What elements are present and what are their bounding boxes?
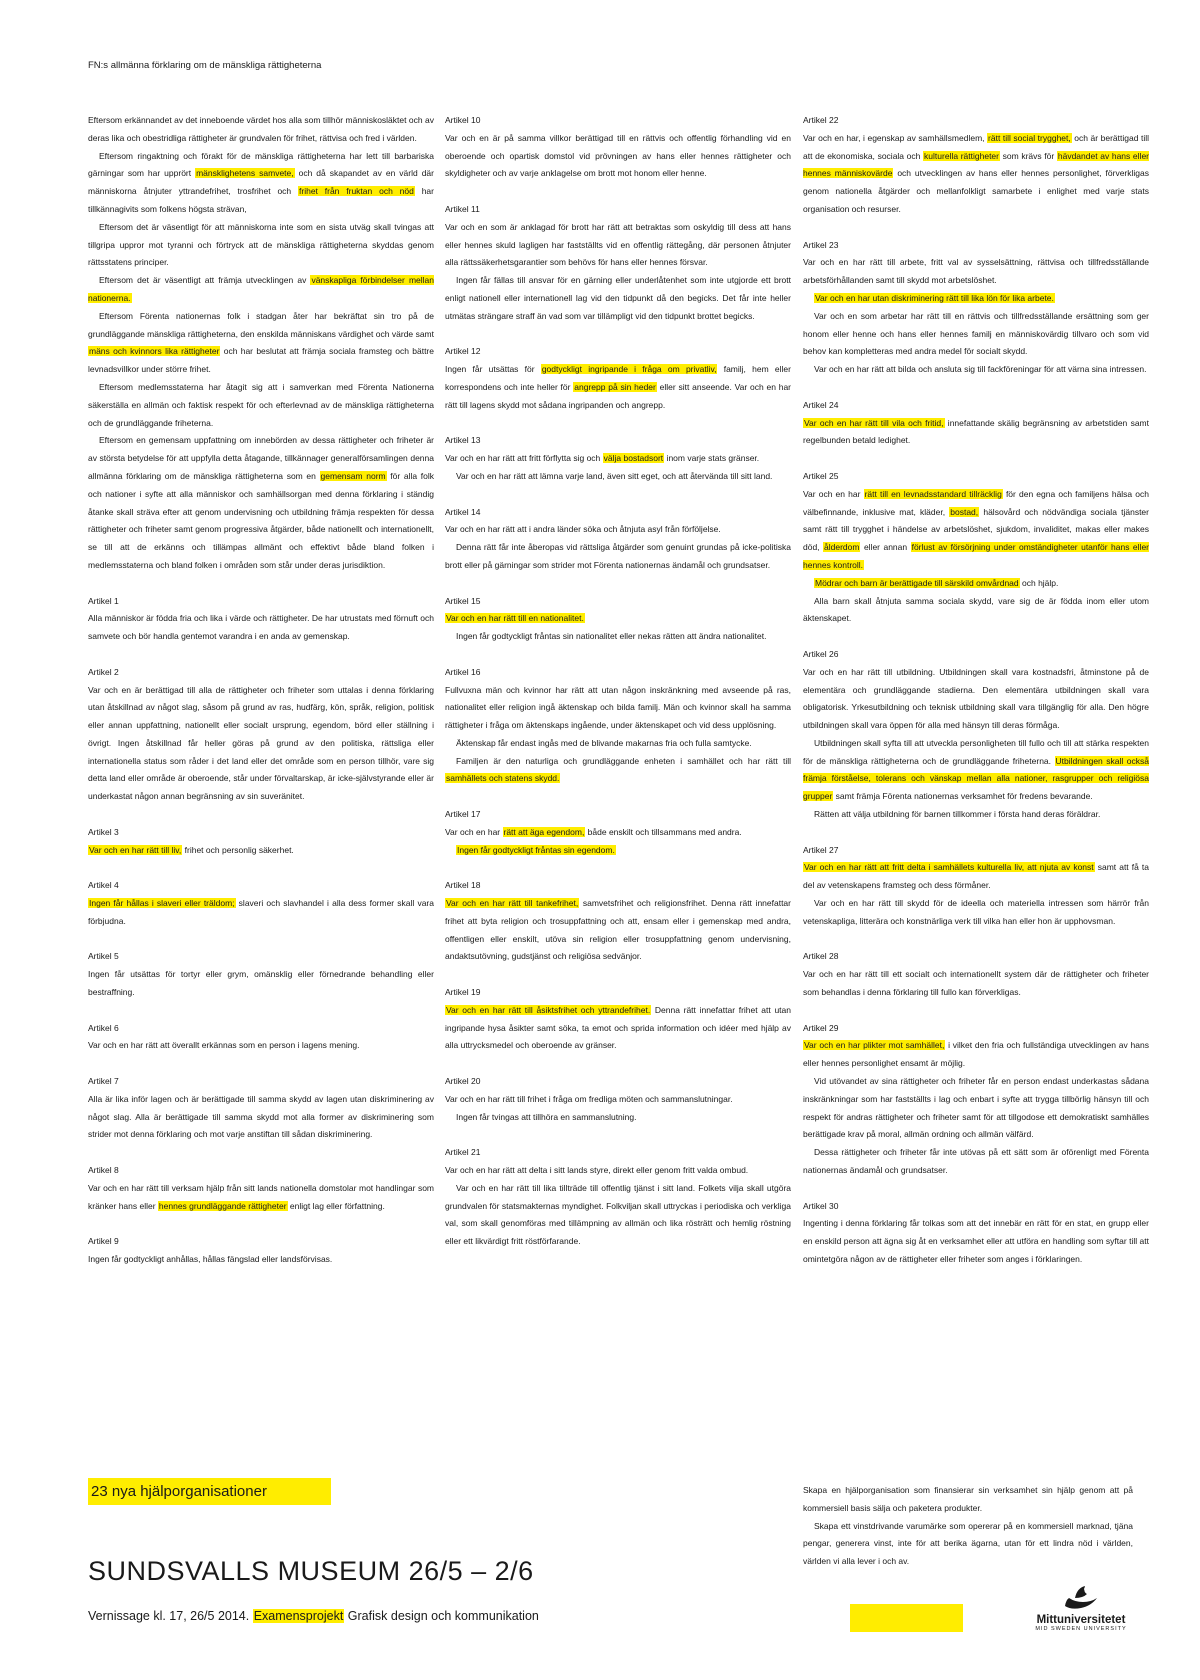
article — [88, 593, 434, 646]
article-title: Artikel 30 — [803, 1200, 839, 1211]
article-paragraph: Var och en har rätt till liv, frihet och personlig säkerhet. — [89, 844, 294, 855]
exhibit-title: SUNDSVALLS MUSEUM 26/5 – 2/6 — [88, 1556, 534, 1586]
article-title: Artikel 11 — [445, 203, 480, 214]
article-title: Artikel 13 — [445, 435, 481, 446]
article-paragraph: Var och en har rätt till verksam hjälp från sitt lands nationella domstolar mot handlingar som kränker hans eller hennes grundläggande rättigheter enligt lag eller författning. — [88, 1182, 434, 1211]
article — [445, 1144, 791, 1251]
article-paragraph: Var och en har rätt att delta i sitt lands styre, direkt eller genom fritt valda ombud. — [445, 1165, 749, 1176]
article-paragraph: Ingen får hållas i slaveri eller träldom; slaveri och slavhandel i alla dess former skall vara förbjudna. — [88, 898, 434, 926]
article — [445, 504, 791, 575]
article-title: Artikel 7 — [88, 1076, 119, 1087]
article-title: Artikel 24 — [803, 399, 839, 410]
preamble-paragraph: Eftersom det är väsentligt för att människorna inte som en sista utväg skall tvingas att tillgripa uppror mot tyranni och förtryck att de mänskliga rättigheterna skyddas genom rättsstatens principer. — [88, 221, 434, 268]
article-title: Artikel 22 — [803, 115, 839, 125]
vernissage-line: Vernissage kl. 17, 26/5 2014. Examensprojekt Grafisk design och kommunikation — [88, 1609, 539, 1623]
article-title: Artikel 20 — [445, 1076, 481, 1087]
bird-in-hand-icon — [1061, 1584, 1101, 1612]
article — [803, 646, 1149, 824]
article-title: Artikel 5 — [88, 951, 119, 962]
article-paragraph: Var och en har rätt till frihet i fråga om fredliga möten och sammanslutningar. — [445, 1093, 733, 1104]
article-paragraph: Ingenting i denna förklaring får tolkas som att det innebär en rätt för en stat, en grupp eller en enskild person att ägna sig åt en verksamhet eller att utföra en handling som syftar till att omintetgöra någon av de rättigheter eller friheter som anges i förklaringen. — [803, 1218, 1149, 1264]
article-paragraph: Ingen får utsättas för tortyr eller grym, omänsklig eller förnedrande behandling eller bestraffning. — [88, 969, 434, 998]
highlight: bostad, — [950, 506, 979, 517]
article-paragraph: Var och en har rätt att fritt delta i samhällets kulturella liv, att njuta av konst samt att få ta del av vetenskapens framsteg och dess förmåner. — [803, 862, 1149, 891]
project-description — [803, 1482, 1133, 1571]
article — [88, 1162, 434, 1215]
highlight: Var och en har rätt till tankefrihet, — [446, 898, 579, 909]
article-paragraph: Rätten att välja utbildning för barnen tillkommer i första hand deras föräldrar. — [814, 809, 1101, 820]
article-paragraph: Var och en har rätt till utbildning. Utbildningen skall vara kostnadsfri, åtminstone på de elementära och grundläggande stadierna. Den elementära utbildningen skall vara obligatorisk. Yrkesutbildning och teknisk utbildning skall vara tillgänglig för alla. Den högre utbildningen skall vara öppen för alla med hänsyn till deras förmåga. — [803, 666, 1149, 731]
article — [445, 112, 791, 183]
highlight: rätt till social trygghet, — [988, 132, 1071, 143]
article-title: Artikel 9 — [88, 1236, 119, 1247]
highlight: vänskapliga förbindelser mellan nationerna. — [88, 275, 434, 303]
article-paragraph: Fullvuxna män och kvinnor har rätt att utan någon inskränkning med avseende på ras, nationalitet eller religion ingå äktenskap och bilda familj. Män och kvinnor skall ha samma rättigheter i fråga om äktenskaps ingående, under äktenskapet och vid dess upplösning. — [445, 684, 791, 731]
article — [803, 397, 1149, 450]
highlight: gemensam norm — [320, 470, 386, 481]
highlight: ålderdom — [824, 542, 860, 553]
articles-list — [445, 112, 791, 1251]
article — [445, 984, 791, 1055]
article-paragraph: Var och en är berättigad till alla de rättigheter och friheter som uttalas i denna förklaring utan åtskillnad av något slag, såsom på grund av ras, hudfärg, kön, språk, religion, politisk eller annan uppfattning, nationellt eller socialt ursprung, egendom, börd eller ställning i övrigt. Ingen åtskillnad får heller göras på grund av den politiska, rättsliga eller internationella status som råder i det land eller det område som en person tillhör, vare sig detta land eller område är oberoende, står under förvaltarskap, är icke-självstyrande eller är underkastat någon annan begränsning av sin suveränitet. — [88, 684, 434, 802]
preamble-paragraph: Eftersom erkännandet av det inneboende värdet hos alla som tillhör människosläktet och av deras lika och obestridliga rättigheter är grundvalen för frihet, rättvisa och fred i världen. — [88, 115, 434, 143]
highlight: kulturella rättigheter — [924, 150, 999, 161]
article — [445, 664, 791, 789]
article — [445, 432, 791, 485]
article-title: Artikel 6 — [88, 1022, 119, 1033]
articles-list — [803, 112, 1149, 1269]
university-logo — [1028, 1584, 1134, 1646]
article-paragraph: Alla barn skall åtnjuta samma sociala skydd, vare sig de är födda inom eller utom äktenskapet. — [803, 595, 1149, 624]
article — [803, 842, 1149, 931]
article-paragraph: Var och en har rätt till ett socialt och internationellt system där de rättigheter och friheter som behandlas i denna förklaring till fullo kan förverkligas. — [803, 969, 1149, 998]
article — [445, 877, 791, 966]
article-title: Artikel 14 — [445, 506, 481, 517]
article-title: Artikel 18 — [445, 880, 481, 891]
article — [803, 237, 1149, 379]
article-title: Artikel 23 — [803, 239, 839, 250]
preamble-paragraph: Eftersom det är väsentligt att främja utvecklingen av vänskapliga förbindelser mellan nationerna. — [88, 275, 434, 303]
article — [445, 201, 791, 326]
highlight: rätt till en levnadsstandard tillräcklig — [864, 488, 1002, 499]
article-paragraph: Var och en har rätt att i andra länder söka och åtnjuta asyl från förföljelse. — [445, 524, 721, 535]
article-paragraph: Ingen får tvingas att tillhöra en sammanslutning. — [456, 1111, 637, 1122]
article-paragraph — [803, 290, 1149, 308]
highlight: Var och en har rätt till vila och fritid, — [804, 417, 944, 428]
article-paragraph: Familjen är den naturliga och grundläggande enheten i samhället och har rätt till samhällets och statens skydd. — [446, 755, 791, 784]
article-title: Artikel 1 — [88, 595, 119, 606]
article-paragraph: Var och en har rätt till skydd för de ideella och materiella intressen som härrör från vetenskapliga, litterära och konstnärliga verk till vilka han eller hon är upphovsman. — [803, 898, 1149, 926]
article — [803, 1198, 1149, 1269]
highlight: angrepp på sin heder — [574, 381, 656, 392]
article-paragraph: Var och en har rätt till arbete, fritt val av sysselsättning, rättvisa och tillfredsställande arbetsförhållanden samt till skydd mot arbetslöshet. — [803, 257, 1149, 286]
article — [803, 468, 1149, 628]
highlight: Var och en har rätt till liv, — [89, 844, 182, 855]
article — [445, 343, 791, 414]
article-paragraph: Var och en har rätt till åsiktsfrihet och yttrandefrihet. Denna rätt innefattar frihet att utan ingripande hysa åsikter samt söka, ta emot och sprida information och idéer med hjälp av alla uttrycksmedel och oberoende av gränser. — [445, 1004, 791, 1051]
article-paragraph: Var och en har plikter mot samhället, i vilket den fria och fullständiga utvecklingen av hans eller hennes personlighet ensamt är möjlig. — [803, 1040, 1149, 1069]
article-paragraph: Var och en har rätt till vila och fritid, innefattande skälig begränsning av arbetstiden samt regelbunden betald ledighet. — [803, 417, 1149, 446]
article-title: Artikel 10 — [445, 115, 481, 125]
article-title: Artikel 16 — [445, 666, 481, 677]
article-title: Artikel 12 — [445, 346, 481, 357]
highlight: Var och en har rätt till en nationalitet. — [446, 613, 584, 624]
article-paragraph: Alla människor är födda fria och lika i värde och rättigheter. De har utrustats med förnuft och samvete och bör handla gentemot varandra i en anda av gemenskap. — [88, 613, 434, 642]
highlight: förlust av försörjning under omständigheter utanför hans eller hennes kontroll. — [803, 542, 1149, 570]
highlight: Var och en har utan diskriminering rätt till lika lön för lika arbete. — [815, 292, 1054, 303]
article-paragraph: Äktenskap får endast ingås med de blivande makarnas fria och fulla samtycke. — [456, 737, 752, 748]
article-title: Artikel 17 — [445, 809, 481, 820]
highlight: mänsklighetens samvete, — [196, 168, 294, 179]
highlight: Var och en har rätt att fritt delta i samhällets kulturella liv, att njuta av konst — [804, 862, 1094, 873]
preamble-paragraph: Eftersom medlemsstaterna har åtagit sig att i samverkan med Förenta Nationerna säkerställa en allmän och faktisk respekt för och efterlevnad av de mänskliga rättigheterna och de grundläggande friheterna. — [88, 381, 434, 428]
article-title: Artikel 21 — [445, 1147, 481, 1158]
article-paragraph: Ingen får godtyckligt anhållas, hållas fängslad eller landsförvisas. — [88, 1254, 333, 1264]
highlight: frihet från fruktan och nöd — [299, 186, 414, 197]
articles-list — [88, 593, 434, 1269]
article-title: Artikel 15 — [445, 595, 481, 606]
article-paragraph: Ingen får fällas till ansvar för en gärning eller underlåtenhet som inte utgjorde ett brott enligt nationell eller internationell lag vid den tidpunkt då den begicks. Det får inte heller utmätas strängare straff än vad som var tillämpligt vid den tidpunkt brottet begicks. — [445, 275, 791, 321]
article-paragraph — [445, 610, 791, 628]
article-paragraph — [445, 842, 791, 860]
article-paragraph: Alla är lika inför lagen och är berättigade till samma skydd av lagen utan diskriminering av något slag. Alla är berättigade till samma skydd mot alla former av diskriminering som strider mot denna förklaring och mot varje anstiftan till sådan diskriminering. — [88, 1093, 434, 1140]
column-2 — [445, 112, 791, 1269]
organisations-label: 23 nya hjälporganisationer — [88, 1478, 331, 1505]
article — [88, 1073, 434, 1144]
article — [803, 948, 1149, 1001]
article-paragraph: Mödrar och barn är berättigade till särskild omvårdnad och hjälp. — [815, 577, 1059, 588]
article-paragraph: Var och en har rätt att lämna varje land, även sitt eget, och att återvända till sitt land. — [456, 470, 773, 481]
highlight: hävdandet av hans eller hennes människovärde — [803, 150, 1149, 179]
article-title: Artikel 3 — [88, 826, 119, 837]
article-title: Artikel 27 — [803, 844, 839, 855]
highlight: mäns och kvinnors lika rättigheter — [89, 346, 220, 357]
logo-name: Mittuniversitetet — [1036, 1614, 1126, 1626]
article-title: Artikel 28 — [803, 951, 839, 962]
highlight: Ingen får hållas i slaveri eller träldom; — [89, 898, 235, 909]
description-para: Skapa en hjälporganisation som finansierar sin verksamhet sin hjälp genom att på kommersiell basis sälja och paketera produkter. — [803, 1485, 1133, 1513]
highlight: Mödrar och barn är berättigade till särskild omvårdnad — [815, 577, 1019, 588]
article — [88, 824, 434, 860]
article — [803, 112, 1149, 219]
preamble-paragraph: Eftersom ringaktning och förakt för de mänskliga rättigheterna har lett till barbariska gärningar som har upprört mänsklighetens samvete, och då skapandet av en värld där människorna åtnjuter yttrandefrihet, trosfrihet och frihet från fruktan och nöd har tillkännagivits som folkens högsta strävan, — [88, 150, 434, 214]
article — [803, 1020, 1149, 1180]
article-paragraph: Dessa rättigheter och friheter får inte utövas på ett sätt som är oförenligt med Förenta nationernas ändamål och grundsatser. — [803, 1147, 1149, 1176]
highlight: Utbildningen skall också främja förståelse, tolerans och vänskap mellan alla nationer, rasgrupper och religiösa grupper — [803, 755, 1149, 802]
article-paragraph: Var och en har rätt att överallt erkännas som en person i lagens mening. — [88, 1040, 360, 1051]
article-paragraph: Var och en har, i egenskap av samhällsmedlem, rätt till social trygghet, och är berättigad till att de ekonomiska, sociala och kulturella rättigheter som krävs för hävdandet av hans eller hennes människovärde och utvecklingen av hans eller hennes personlighet, förverkligas genom nationella åtgärder och mellanfolkligt samarbete i enlighet med varje stats organisation och resurser. — [803, 132, 1149, 214]
article — [445, 593, 791, 646]
preamble-paragraph: Eftersom en gemensam uppfattning om innebörden av dessa rättigheter och friheter är av största betydelse för att uppfylla detta åtagande, tillkännager generalförsamlingen denna allmänna förklaring om de mänskliga rättigheterna som en gemensam norm för alla folk och nationer i syfte att alla människor och samhällsorgan med denna förklaring i ständig åtanke skall sträva efter att genom undervisning och utbildning främja respekten för dessa rättigheter och friheter samt genom progressiva åtgärder, både nationellt och internationellt, se till att de erkänns och tillämpas allmänt och effektivt både bland folken i medlemsstaterna och bland folken i områden som står under deras jurisdiktion. — [88, 435, 434, 570]
document-header: FN:s allmänna förklaring om de mänskliga rättigheterna — [88, 60, 322, 71]
highlight: Var och en har plikter mot samhället, — [804, 1040, 945, 1051]
highlight: rätt att äga egendom, — [503, 826, 585, 837]
article-title: Artikel 29 — [803, 1022, 839, 1033]
highlight: välja bostadsort — [603, 453, 664, 464]
column-1 — [88, 112, 434, 1287]
article-title: Artikel 25 — [803, 470, 839, 481]
yellow-block — [850, 1604, 963, 1632]
article-title: Artikel 26 — [803, 648, 839, 659]
preamble-paragraph: Eftersom Förenta nationernas folk i stadgan åter har bekräftat sin tro på de grundläggande mänskliga rättigheterna, den enskilda människans värdighet och värde samt mäns och kvinnors lika rättigheter och har beslutat att främja sociala framsteg och bättre levnadsvillkor under större frihet. — [88, 310, 434, 375]
highlight: Ingen får godtyckligt fråntas sin egendom. — [457, 844, 615, 855]
preamble — [88, 112, 434, 575]
article — [88, 948, 434, 1001]
highlight: samhällets och statens skydd. — [446, 773, 560, 784]
article-paragraph: Var och en har rätt att äga egendom, både enskilt och tillsammans med andra. — [445, 826, 742, 837]
article-paragraph: Ingen får utsättas för godtyckligt ingripande i fråga om privatliv, familj, hem eller korrespondens och inte heller för angrepp på sin heder eller sitt anseende. Var och en har rätt till lagens skydd mot sådana ingripanden och angrepp. — [445, 364, 792, 410]
article-paragraph: Var och en är på samma villkor berättigad till en rättvis och offentlig förhandling vid en oberoende och opartisk domstol vid prövningen av hans eller hennes rättigheter och skyldigheter och av varje anklagelse om brott mot honom eller henne. — [445, 132, 791, 179]
article-title: Artikel 2 — [88, 666, 119, 677]
highlight: godtyckligt ingripande i fråga om privatliv, — [541, 364, 717, 375]
article — [88, 1233, 434, 1269]
article — [88, 877, 434, 930]
article-paragraph: Var och en som är anklagad för brott har rätt att betraktas som oskyldig till dess att hans eller hennes skuld lagligen har fastställts vid en offentlig rättegång, där personen åtnjuter alla rättssäkerhetsgarantier som behövs för hans eller hennes försvar. — [445, 221, 791, 268]
column-3 — [803, 112, 1149, 1287]
article-paragraph: Var och en har rätt att fritt förflytta sig och välja bostadsort inom varje stats gränser. — [445, 453, 760, 464]
highlight: hennes grundläggande rättigheter — [158, 1200, 287, 1211]
logo-subtitle: MID SWEDEN UNIVERSITY — [1035, 1626, 1127, 1632]
article-paragraph: Var och en har rätt till tankefrihet, samvetsfrihet och religionsfrihet. Denna rätt innefattar frihet att byta religion och trosuppfattning och att, ensam eller i gemenskap med andra, offentligen eller enskilt, utöva sin religion eller trosuppfattning genom undervisning, andaktsutövning, gudstjänst och religiösa sedvänjor. — [445, 898, 791, 962]
article-title: Artikel 19 — [445, 987, 481, 998]
article-paragraph: Ingen får godtyckligt fråntas sin nationalitet eller nekas rätten att ändra nationalitet. — [456, 631, 767, 642]
article-paragraph: Var och en som arbetar har rätt till en rättvis och tillfredsställande ersättning som ger honom eller henne och hans eller hennes familj en människovärdig tillvaro och som vid behov kan kompletteras med andra medel för socialt skydd. — [803, 310, 1149, 357]
article-title: Artikel 4 — [88, 880, 119, 891]
article — [445, 806, 791, 859]
description-para: Skapa ett vinstdrivande varumärke som opererar på en kommersiell marknad, tjäna pengar, generera vinst, inte för att berika ägarna, utan för ett lindra nöd i världen, världen vi alla lever i och av. — [803, 1520, 1133, 1567]
article-paragraph: Vid utövandet av sina rättigheter och friheter får en person endast underkastas sådana inskränkningar som har fastställts i lag och enbart i syfte att trygga tillbörlig hänsyn till och respekt för andras rättigheter och friheter samt för att tillgodose ett demokratiskt samhälles berättigade krav på moral, allmän ordning och allmän välfärd. — [803, 1076, 1149, 1140]
article-title: Artikel 8 — [88, 1165, 119, 1176]
highlight: Var och en har rätt till åsiktsfrihet och yttrandefrihet. — [446, 1004, 651, 1015]
article-paragraph: Utbildningen skall syfta till att utveckla personligheten till fullo och till att stärka respekten för de mänskliga rättigheterna och de grundläggande friheterna. Utbildningen skall också främja förståelse, tolerans och vänskap mellan alla nationer, rasgrupper och religiösa grupper samt främja Förenta nationernas verksamhet för fredens bevarande. — [803, 737, 1149, 802]
article — [445, 1073, 791, 1126]
article — [88, 664, 434, 806]
article-paragraph: Denna rätt får inte åberopas vid rättsliga åtgärder som genuint grundas på icke-politiska brott eller på gärningar som strider mot Förenta nationernas ändamål och grundsatser. — [445, 542, 791, 570]
article-paragraph: Var och en har rätt till lika tillträde till offentlig tjänst i sitt land. Folkets vilja skall utgöra grundvalen för statsmakternas myndighet. Folkviljan skall uttryckas i periodiska och verkliga val, som skall genomföras med tillämpning av allmän och lika rösträtt och hemlig röstning eller ett likvärdigt fritt röstförfarande. — [445, 1182, 791, 1247]
article — [88, 1020, 434, 1056]
highlight: Examensprojekt — [253, 1609, 344, 1623]
article-paragraph: Var och en har rätt till en levnadsstandard tillräcklig för den egna och familjens hälsa och välbefinnande, inklusive mat, kläder, bostad, hälsovård och nödvändiga sociala tjänster samt rätt till trygghet i händelse av arbetslöshet, sjukdom, invaliditet, makas eller makes död, ålderdom eller annan förlust av försörjning under omständigheter utanför hans eller hennes kontroll. — [803, 488, 1149, 570]
article-paragraph: Var och en har rätt att bilda och ansluta sig till fackföreningar för att värna sina intressen. — [814, 364, 1147, 375]
